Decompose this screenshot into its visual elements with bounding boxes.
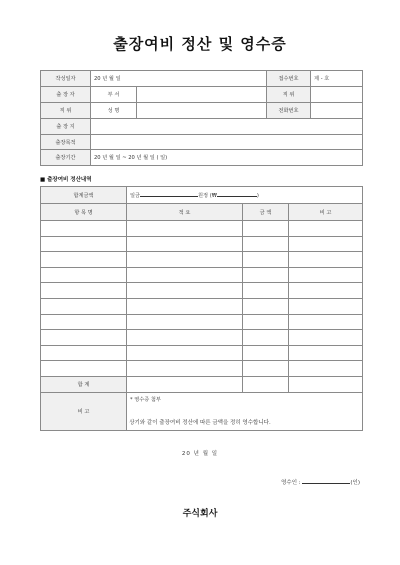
remark-cell[interactable] bbox=[289, 345, 363, 361]
col-header-amount: 금 액 bbox=[243, 204, 289, 221]
amount-cell[interactable] bbox=[243, 298, 289, 314]
purpose-label: 출장목적 bbox=[41, 134, 91, 150]
table-row bbox=[41, 267, 363, 283]
desc-cell[interactable] bbox=[127, 236, 243, 252]
traveler-label: 출 장 자 bbox=[41, 86, 91, 102]
desc-cell[interactable] bbox=[127, 298, 243, 314]
table-row bbox=[41, 283, 363, 299]
position-value[interactable] bbox=[311, 86, 363, 102]
remark-cell[interactable] bbox=[289, 314, 363, 330]
item-cell[interactable] bbox=[41, 221, 127, 237]
receiver-line bbox=[281, 478, 360, 486]
item-cell[interactable] bbox=[41, 236, 127, 252]
amount-cell[interactable] bbox=[243, 361, 289, 377]
remark-cell[interactable] bbox=[289, 267, 363, 283]
dept-label: 부 서 bbox=[91, 86, 137, 102]
amount-cell[interactable] bbox=[243, 267, 289, 283]
desc-cell[interactable] bbox=[127, 267, 243, 283]
amount-cell[interactable] bbox=[243, 221, 289, 237]
table-row bbox=[41, 361, 363, 377]
company-name: 주식회사 bbox=[182, 509, 218, 519]
desc-cell[interactable] bbox=[127, 330, 243, 346]
purpose-value[interactable] bbox=[91, 134, 363, 150]
destination-label: 출 장 지 bbox=[41, 118, 91, 134]
sum-amount-cell[interactable] bbox=[243, 376, 289, 392]
desc-cell[interactable] bbox=[127, 345, 243, 361]
receipt-no-label: 접수번호 bbox=[267, 71, 311, 87]
remark-cell[interactable] bbox=[289, 252, 363, 268]
period-value[interactable]: 20 년 월 일 ~ 20 년 월 일 ( 일) bbox=[91, 150, 363, 166]
position-label: 직 위 bbox=[267, 86, 311, 102]
total-amount-label: 합계금액 bbox=[41, 187, 127, 204]
settlement-table bbox=[40, 186, 363, 431]
amount-cell[interactable] bbox=[243, 236, 289, 252]
item-cell[interactable] bbox=[41, 361, 127, 377]
total-prefix: 일금 bbox=[130, 193, 141, 199]
amount-cell[interactable] bbox=[243, 345, 289, 361]
item-cell[interactable] bbox=[41, 298, 127, 314]
receiver-seal: (인) bbox=[350, 480, 360, 486]
col-header-remark: 비 고 bbox=[289, 204, 363, 221]
table-row bbox=[41, 345, 363, 361]
sum-remark-cell[interactable] bbox=[289, 376, 363, 392]
desc-cell[interactable] bbox=[127, 314, 243, 330]
table-row bbox=[41, 330, 363, 346]
remark-cell[interactable] bbox=[289, 221, 363, 237]
table-row bbox=[41, 236, 363, 252]
settlement-section-title: ■ 출장여비 정산내역 bbox=[40, 177, 92, 183]
amount-cell[interactable] bbox=[243, 314, 289, 330]
total-amount-value[interactable] bbox=[127, 187, 363, 204]
item-cell[interactable] bbox=[41, 345, 127, 361]
note-label: 비 고 bbox=[41, 392, 127, 430]
remark-cell[interactable] bbox=[289, 236, 363, 252]
desc-cell[interactable] bbox=[127, 221, 243, 237]
item-cell[interactable] bbox=[41, 267, 127, 283]
sum-label: 합 계 bbox=[41, 376, 127, 392]
item-cell[interactable] bbox=[41, 283, 127, 299]
name-label: 성 명 bbox=[91, 102, 137, 118]
desc-cell[interactable] bbox=[127, 283, 243, 299]
table-row bbox=[41, 298, 363, 314]
remark-cell[interactable] bbox=[289, 330, 363, 346]
total-mid: 원정 (₩ bbox=[198, 193, 217, 199]
item-cell[interactable] bbox=[41, 330, 127, 346]
destination-value[interactable] bbox=[91, 118, 363, 134]
travel-info-table bbox=[40, 70, 363, 166]
table-row bbox=[41, 252, 363, 268]
desc-cell[interactable] bbox=[127, 252, 243, 268]
remark-cell[interactable] bbox=[289, 283, 363, 299]
title-label: 직 위 bbox=[41, 102, 91, 118]
document-title: 출장여비 정산 및 영수증 bbox=[113, 35, 287, 53]
receipt-date: 20 년 월 일 bbox=[181, 451, 219, 457]
period-label: 출장기간 bbox=[41, 150, 91, 166]
col-header-item: 항 목 명 bbox=[41, 204, 127, 221]
total-number-blank[interactable] bbox=[217, 191, 257, 197]
table-row bbox=[41, 314, 363, 330]
total-korean-blank[interactable] bbox=[140, 191, 198, 197]
amount-cell[interactable] bbox=[243, 330, 289, 346]
write-date-value[interactable]: 20 년 월 일 bbox=[91, 71, 267, 87]
phone-label: 전화번호 bbox=[267, 102, 311, 118]
amount-cell[interactable] bbox=[243, 283, 289, 299]
remark-cell[interactable] bbox=[289, 361, 363, 377]
receiver-signature-blank[interactable] bbox=[302, 478, 350, 484]
item-cell[interactable] bbox=[41, 252, 127, 268]
confirmation-text: 상기와 같이 출장여비 정산에 따른 금액을 정히 영수합니다. bbox=[129, 420, 271, 426]
write-date-label: 작성일자 bbox=[41, 71, 91, 87]
remark-cell[interactable] bbox=[289, 298, 363, 314]
item-cell[interactable] bbox=[41, 314, 127, 330]
dept-value[interactable] bbox=[137, 86, 267, 102]
table-row bbox=[41, 221, 363, 237]
name-value[interactable] bbox=[137, 102, 267, 118]
note-value[interactable]: * 영수증 첨부 bbox=[127, 392, 363, 430]
amount-cell[interactable] bbox=[243, 252, 289, 268]
phone-value[interactable] bbox=[311, 102, 363, 118]
sum-desc-cell[interactable] bbox=[127, 376, 243, 392]
receiver-label: 영수인 : bbox=[281, 480, 301, 486]
desc-cell[interactable] bbox=[127, 361, 243, 377]
col-header-desc: 적 요 bbox=[127, 204, 243, 221]
total-suffix: ) bbox=[256, 193, 259, 199]
receipt-no-value[interactable]: 제 - 호 bbox=[311, 71, 363, 87]
